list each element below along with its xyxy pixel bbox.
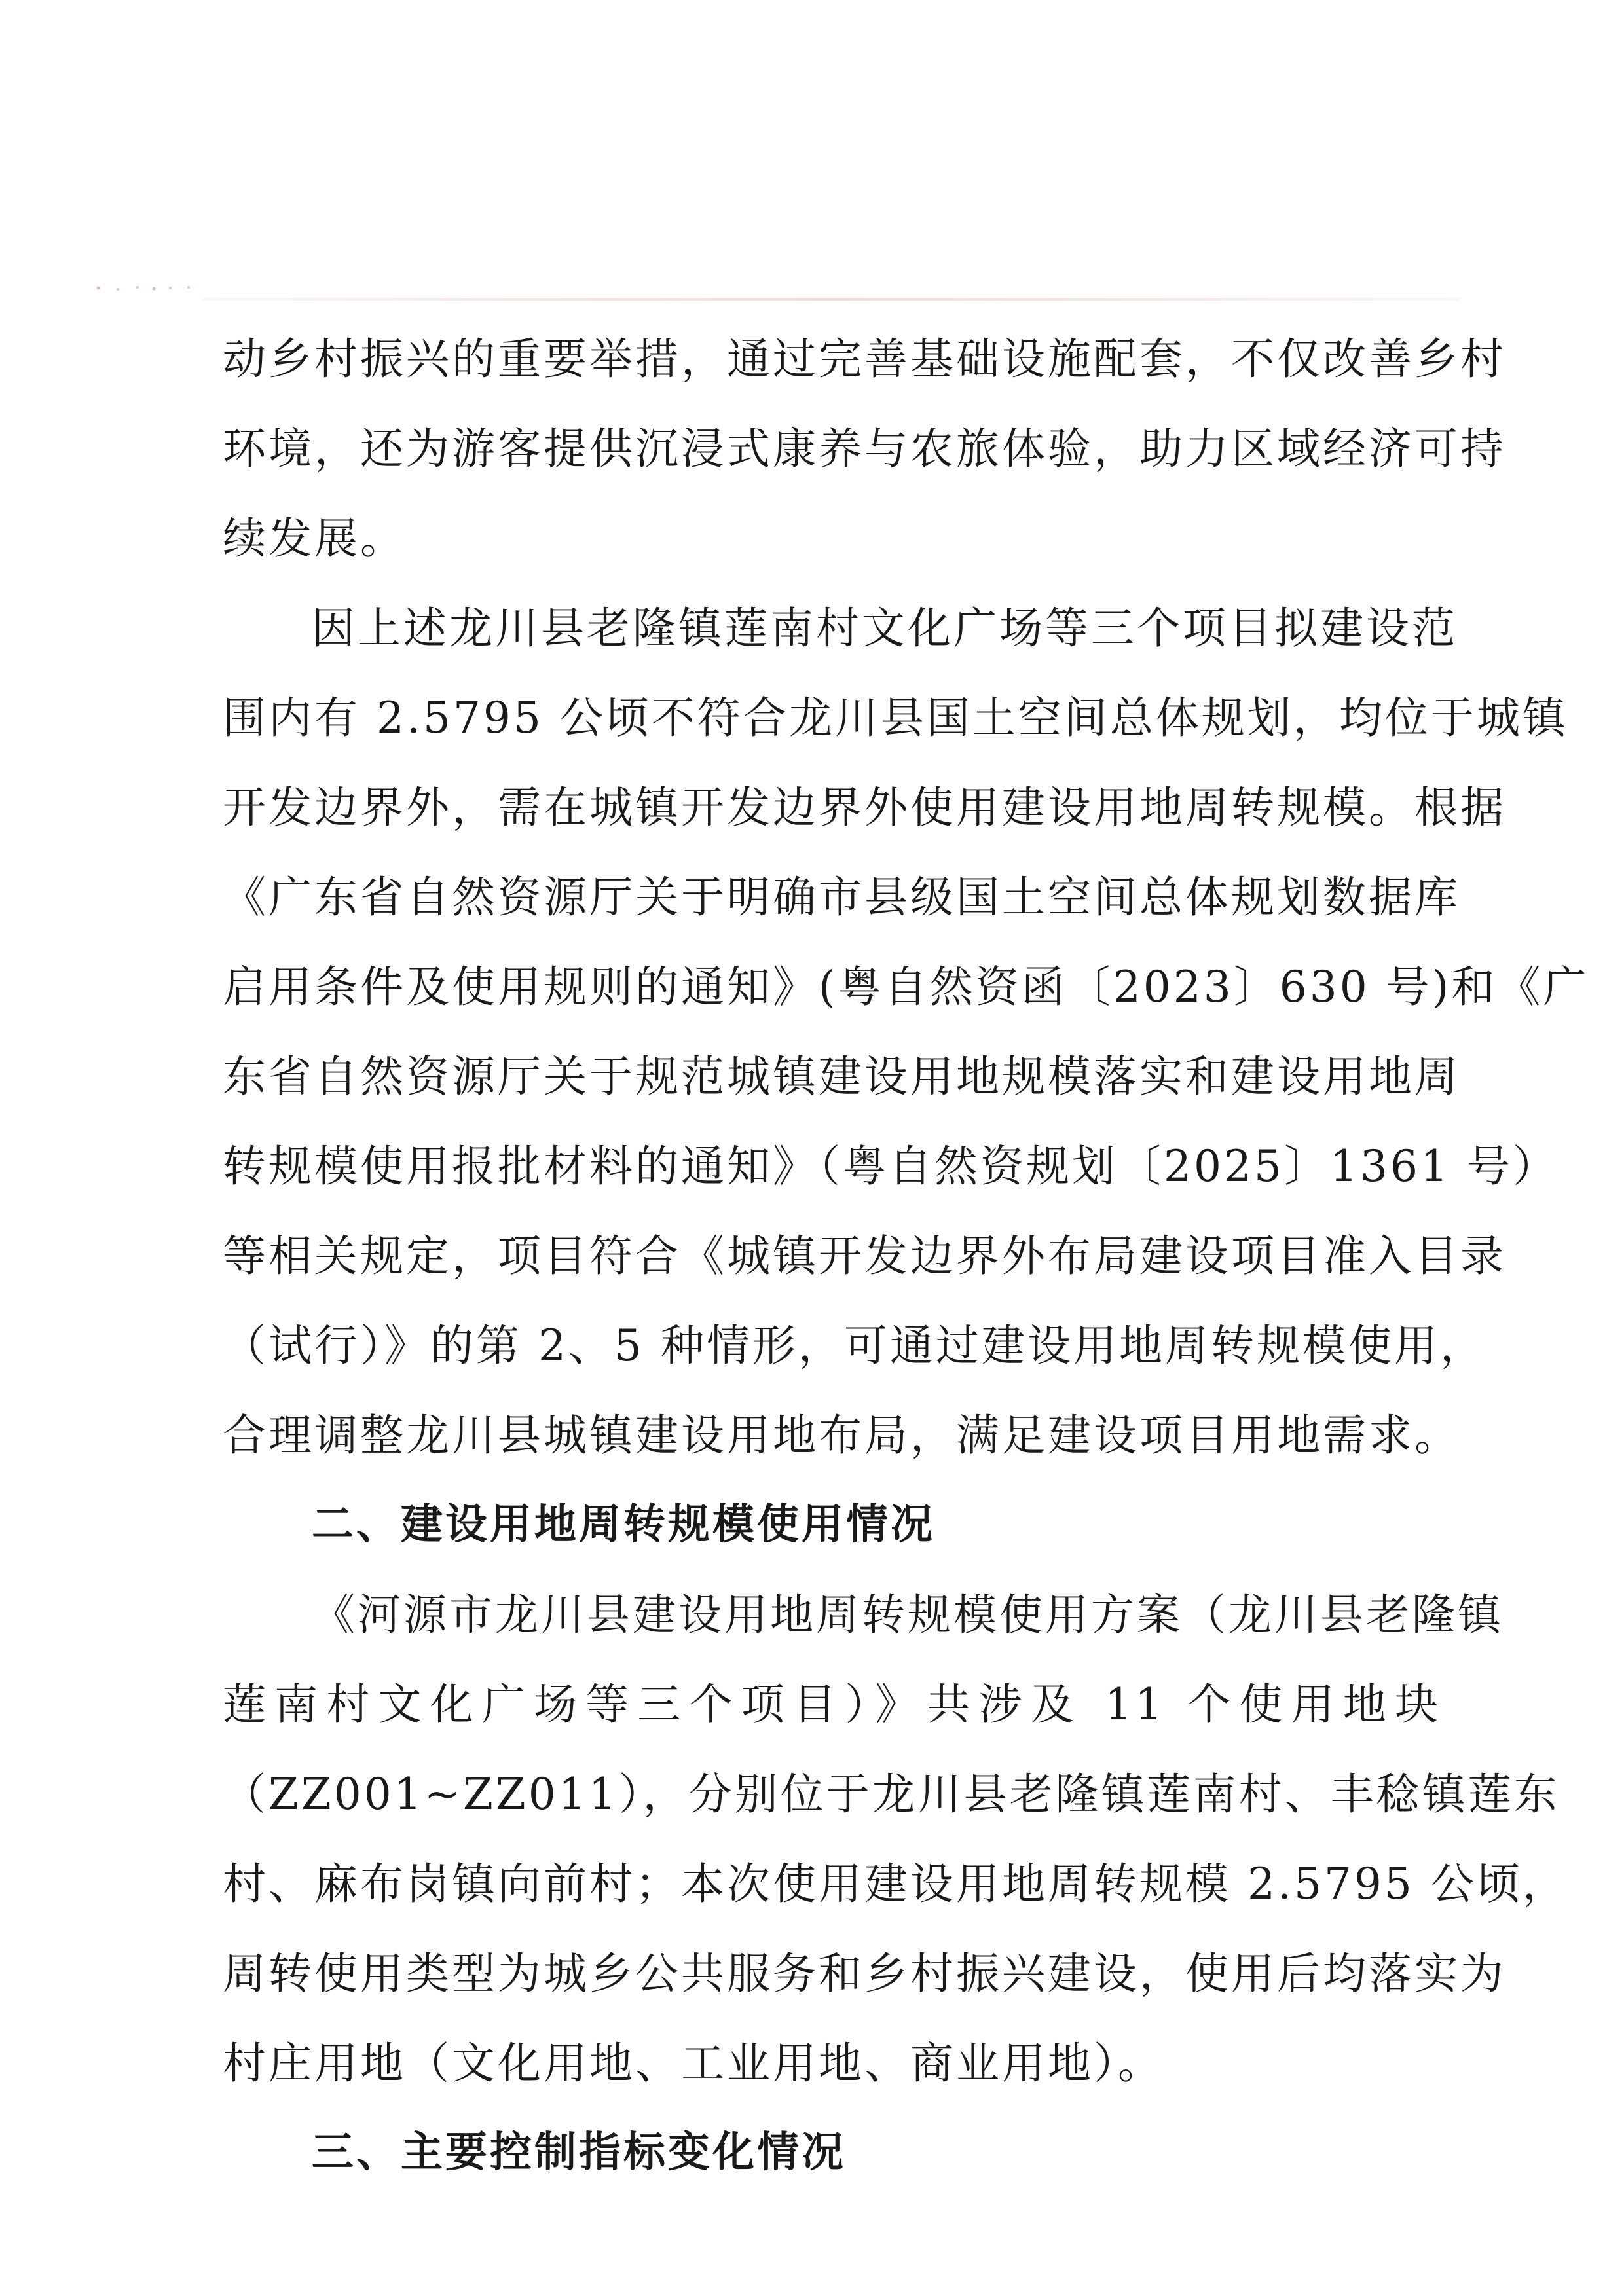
paragraph-line: 围内有 2.5795 公顷不符合龙川县国土空间总体规划，均位于城镇: [223, 693, 1568, 743]
paragraph-line: 环境，还为游客提供沉浸式康养与农旅体验，助力区域经济可持: [223, 424, 1506, 474]
paragraph-line: 续发展。: [223, 513, 406, 564]
paragraph-line: 村、麻布岗镇向前村；本次使用建设用地周转规模 2.5795 公顷，: [223, 1859, 1568, 1909]
seal-dots-mark: [92, 282, 196, 295]
section-heading-3: 三、主要控制指标变化情况: [312, 2128, 846, 2177]
paragraph-line: 开发边界外，需在城镇开发边界外使用建设用地周转规模。根据: [223, 782, 1506, 833]
paragraph-line: 合理调整龙川县城镇建设用地布局，满足建设项目用地需求。: [223, 1410, 1460, 1461]
section-heading-2: 二、建设用地周转规模使用情况: [312, 1501, 935, 1549]
seal-red-rule: [203, 298, 1460, 301]
paragraph-line: 动乡村振兴的重要举措，通过完善基础设施配套，不仅改善乡村: [223, 334, 1506, 384]
paragraph-line: 周转使用类型为城乡公共服务和乡村振兴建设，使用后均落实为: [223, 1948, 1506, 1999]
paragraph-line: （试行）》的第 2、5 种情形，可通过建设用地周转规模使用，: [223, 1321, 1486, 1371]
paragraph-line: （ZZ001~ZZ011），分别位于龙川县老隆镇莲南村、丰稔镇莲东: [223, 1769, 1560, 1819]
document-body: [223, 314, 1589, 2198]
seal-bleed-through-header: [151, 164, 1473, 275]
paragraph-line: 《河源市龙川县建设用地周转规模使用方案（龙川县老隆镇: [312, 1590, 1504, 1640]
paragraph-line: 村庄用地（文化用地、工业用地、商业用地）。: [223, 2038, 1164, 2088]
paragraph-line: 东省自然资源厅关于规范城镇建设用地规模落实和建设用地周: [223, 1051, 1460, 1102]
paragraph-line: 等相关规定，项目符合《城镇开发边界外布局建设项目准入目录: [223, 1231, 1506, 1281]
paragraph-line: 转规模使用报批材料的通知》（粤自然资规划〔2025〕1361 号）: [223, 1141, 1559, 1192]
paragraph-line: 启用条件及使用规则的通知》(粤自然资函〔2023〕630 号)和《广: [223, 962, 1589, 1012]
paragraph-line: 《广东省自然资源厅关于明确市县级国土空间总体规划数据库: [223, 872, 1460, 922]
paragraph-line: 因上述龙川县老隆镇莲南村文化广场等三个项目拟建设范: [312, 603, 1458, 653]
paragraph-line: 莲南村文化广场等三个项目）》共涉及 11 个使用地块: [223, 1679, 1441, 1730]
